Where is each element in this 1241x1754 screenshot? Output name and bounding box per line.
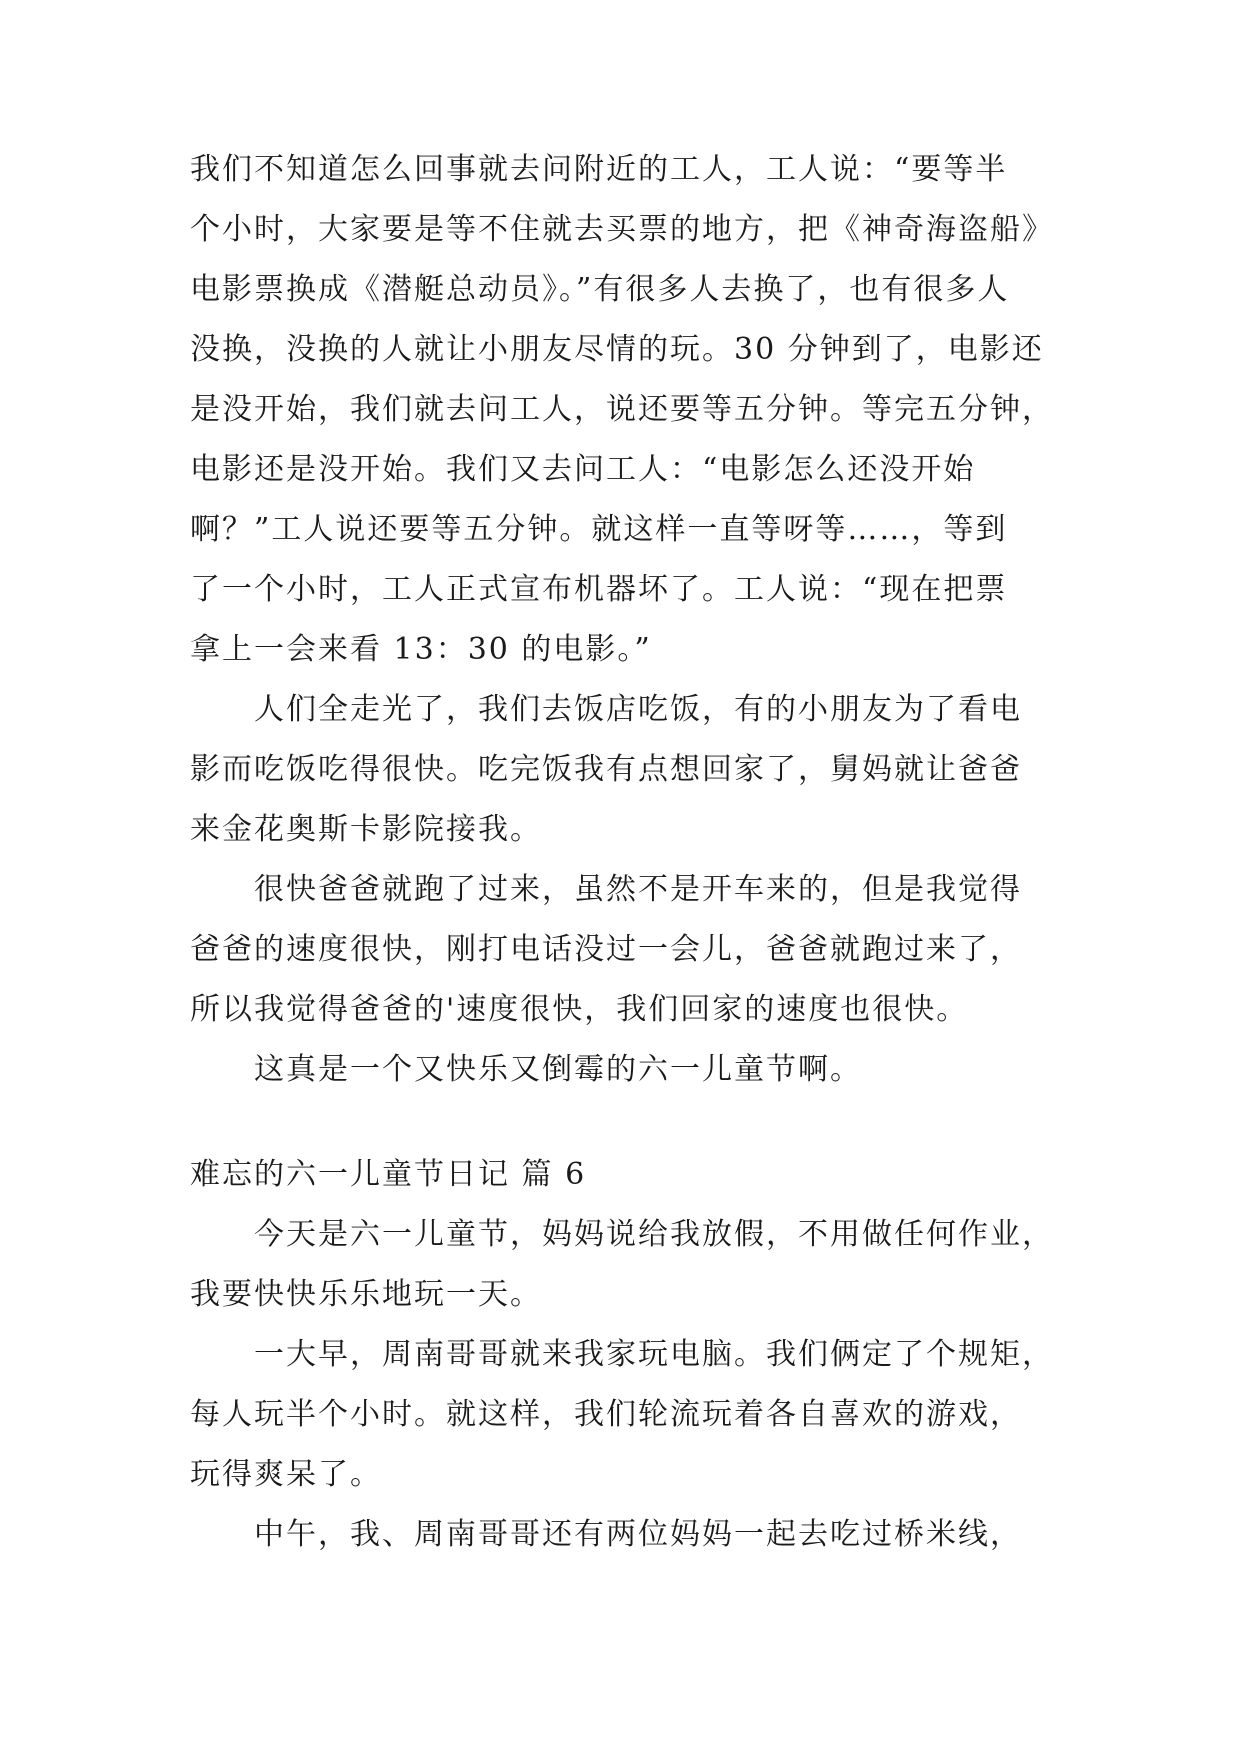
paragraph-start-line: 中午，我、周南哥哥还有两位妈妈一起去吃过桥米线， xyxy=(254,1517,1022,1552)
text-line: 我们不知道怎么回事就去问附近的工人，工人说：“要等半 xyxy=(190,152,1008,187)
paragraph-start-line: 一大早，周南哥哥就来我家玩电脑。我们俩定了个规矩， xyxy=(254,1337,1054,1372)
text-line: 来金花奥斯卡影院接我。 xyxy=(190,812,542,847)
text-line: 了一个小时，工人正式宣布机器坏了。工人说：“现在把票 xyxy=(190,572,1008,607)
text-line: 影而吃饭吃得很快。吃完饭我有点想回家了，舅妈就让爸爸 xyxy=(190,752,1022,787)
paragraph-start-line: 这真是一个又快乐又倒霉的六一儿童节啊。 xyxy=(254,1052,862,1087)
text-line: 所以我觉得爸爸的'速度很快，我们回家的速度也很快。 xyxy=(190,992,969,1027)
text-line: 电影票换成《潜艇总动员》。”有很多人去换了，也有很多人 xyxy=(190,272,1010,307)
section-heading: 难忘的六一儿童节日记 篇 6 xyxy=(190,1157,587,1192)
text-line: 玩得爽呆了。 xyxy=(190,1457,382,1492)
text-line: 我要快快乐乐地玩一天。 xyxy=(190,1277,542,1312)
text-line: 拿上一会来看 13：30 的电影。” xyxy=(190,632,652,667)
paragraph-start-line: 很快爸爸就跑了过来，虽然不是开车来的，但是我觉得 xyxy=(254,872,1022,907)
paragraph-start-line: 人们全走光了，我们去饭店吃饭，有的小朋友为了看电 xyxy=(254,692,1022,727)
text-line: 是没开始，我们就去问工人，说还要等五分钟。等完五分钟， xyxy=(190,392,1054,427)
text-line: 啊？”工人说还要等五分钟。就这样一直等呀等……，等到 xyxy=(190,512,1008,547)
paragraph-start-line: 今天是六一儿童节，妈妈说给我放假，不用做任何作业， xyxy=(254,1217,1054,1252)
text-line: 没换，没换的人就让小朋友尽情的玩。30 分钟到了，电影还 xyxy=(190,332,1044,367)
text-line: 爸爸的速度很快，刚打电话没过一会儿，爸爸就跑过来了， xyxy=(190,932,1022,967)
text-line: 每人玩半个小时。就这样，我们轮流玩着各自喜欢的游戏， xyxy=(190,1397,1022,1432)
text-line: 个小时，大家要是等不住就去买票的地方，把《神奇海盗船》 xyxy=(190,212,1054,247)
text-line: 电影还是没开始。我们又去问工人：“电影怎么还没开始 xyxy=(190,452,976,487)
